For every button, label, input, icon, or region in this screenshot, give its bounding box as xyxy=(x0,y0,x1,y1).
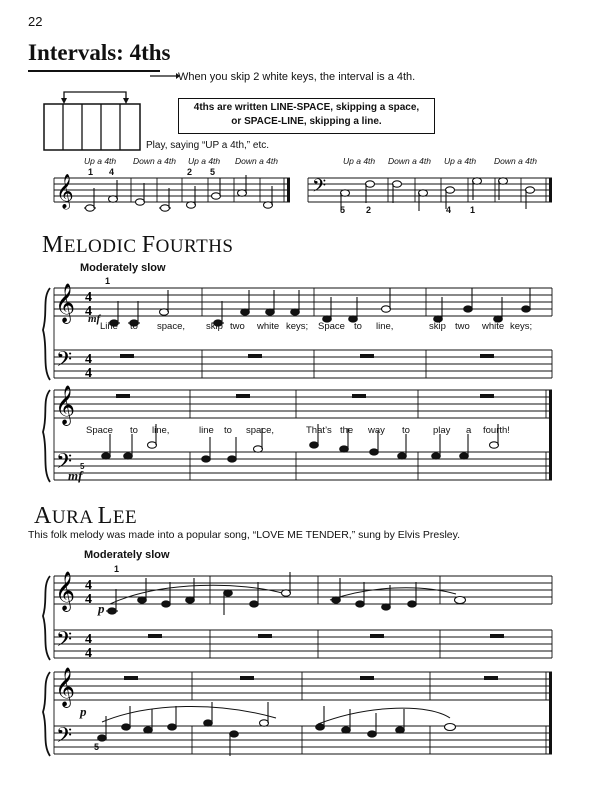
lyric: space, xyxy=(246,425,274,436)
interval-rule-box xyxy=(178,98,435,134)
finger-number: 2 xyxy=(187,167,193,177)
bass-annotation: Up a 4th xyxy=(444,156,477,166)
lyric: play xyxy=(433,425,451,436)
svg-text:4: 4 xyxy=(85,592,92,607)
lyric: the xyxy=(340,425,354,436)
exercise-bass-notes xyxy=(308,178,558,218)
lyric: keys; xyxy=(286,321,309,332)
dynamic-marking: p xyxy=(98,601,105,616)
finger-number: 5 xyxy=(80,462,85,471)
lyric: keys; xyxy=(510,321,533,332)
lyric: white xyxy=(482,321,505,332)
play-instruction: Play, saying “UP a 4th,” etc. xyxy=(146,140,270,151)
treble-annotation: Up a 4th xyxy=(188,156,221,166)
finger-number: 5 xyxy=(210,167,216,177)
svg-text:𝄢: 𝄢 xyxy=(312,176,327,201)
svg-text:4: 4 xyxy=(85,304,92,319)
svg-text:𝄞: 𝄞 xyxy=(56,174,74,209)
melodic-fourths-system-2 xyxy=(40,385,560,500)
treble-annotation: Down a 4th xyxy=(133,156,176,166)
lyric: Space xyxy=(318,321,345,332)
treble-annotation: Down a 4th xyxy=(235,156,278,166)
exercise-treble-notes xyxy=(54,178,294,218)
section-title-melodic-fourths: MELODIC FOURTHS xyxy=(42,232,234,258)
lyric: Line xyxy=(100,321,118,332)
lyric: way xyxy=(368,425,385,436)
rule-line-1: 4ths are written LINE-SPACE, skipping a space, xyxy=(193,102,420,113)
svg-text:4: 4 xyxy=(85,632,92,647)
finger-number: 5 xyxy=(94,742,100,752)
svg-text:𝄞: 𝄞 xyxy=(55,283,76,323)
bass-annotation: Down a 4th xyxy=(494,156,537,166)
svg-text:4: 4 xyxy=(85,290,92,305)
svg-text:𝄞: 𝄞 xyxy=(55,667,76,707)
page-number: 22 xyxy=(28,14,43,29)
svg-text:𝄢: 𝄢 xyxy=(56,347,73,376)
keyboard-diagram xyxy=(44,86,144,152)
lyric: skip xyxy=(206,321,223,332)
bass-annotation: Up a 4th xyxy=(343,156,376,166)
section-title-aura-lee: AURA LEE xyxy=(34,503,138,529)
svg-text:4: 4 xyxy=(85,366,92,381)
lyric: skip xyxy=(429,321,446,332)
svg-text:𝄞: 𝄞 xyxy=(55,385,76,425)
lyric: white xyxy=(257,321,280,332)
dynamic-marking: p xyxy=(80,704,87,719)
treble-annotation: Up a 4th xyxy=(84,156,117,166)
lyric: to xyxy=(354,321,362,332)
svg-text:4: 4 xyxy=(85,646,92,661)
lyric: line, xyxy=(152,425,170,436)
dynamic-marking: mf xyxy=(68,468,83,483)
svg-text:𝄢: 𝄢 xyxy=(56,723,73,752)
finger-number: 5 xyxy=(340,205,346,215)
svg-text:𝄞: 𝄞 xyxy=(55,571,76,611)
aura-lee-description: This folk melody was made into a popular song, “LOVE ME TENDER,” sung by Elvis Presley. xyxy=(28,529,461,541)
svg-text:𝄢: 𝄢 xyxy=(56,627,73,656)
finger-number: 2 xyxy=(366,205,372,215)
finger-number: 1 xyxy=(470,205,476,215)
melodic-fourths-system-1 xyxy=(40,283,560,398)
svg-text:𝄢: 𝄢 xyxy=(56,449,73,478)
lyric: to xyxy=(402,425,410,436)
finger-number: 1 xyxy=(105,276,111,286)
svg-text:4: 4 xyxy=(85,578,92,593)
lyric: to xyxy=(224,425,232,436)
lyric: Space xyxy=(86,425,113,436)
finger-number: 4 xyxy=(109,167,115,177)
lyric: That’s xyxy=(306,425,332,436)
lyric: space, xyxy=(157,321,185,332)
lyric: to xyxy=(130,321,138,332)
bass-annotation: Down a 4th xyxy=(388,156,431,166)
dynamic-marking: mf xyxy=(88,313,101,325)
finger-number: 1 xyxy=(88,167,94,177)
lyric: to xyxy=(130,425,138,436)
tempo-marking: Moderately slow xyxy=(80,262,166,274)
aura-lee-system-1 xyxy=(40,571,560,666)
lyric: two xyxy=(230,321,245,332)
lyric: a xyxy=(466,425,472,436)
page-title: Intervals: 4ths xyxy=(28,40,171,65)
aura-lee-system-2 xyxy=(40,667,560,772)
finger-number: 4 xyxy=(446,205,452,215)
rule-line-2: or SPACE-LINE, skipping a line. xyxy=(231,116,382,127)
lyric: two xyxy=(455,321,470,332)
title-arrow xyxy=(150,70,180,80)
lyric: fourth! xyxy=(483,425,510,436)
title-underline xyxy=(28,70,160,72)
lyric: line xyxy=(199,425,214,436)
interval-intro-text: When you skip 2 white keys, the interval is a 4th. xyxy=(178,71,416,83)
finger-number: 1 xyxy=(114,564,120,574)
svg-text:4: 4 xyxy=(85,352,92,367)
lyric: line, xyxy=(376,321,394,332)
tempo-marking: Moderately slow xyxy=(84,549,170,561)
